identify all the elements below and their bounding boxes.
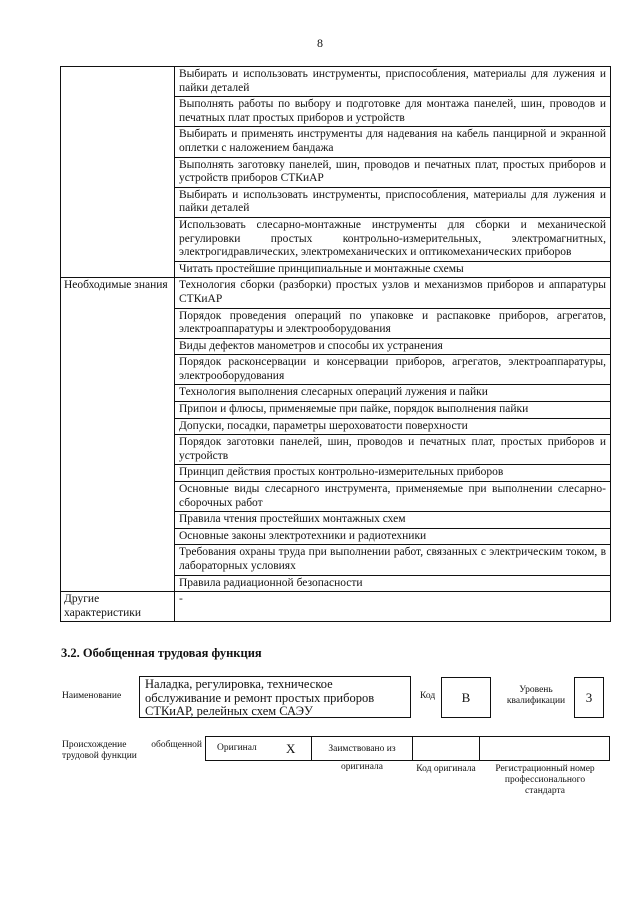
knowledge-item: Припои и флюсы, применяемые при пайке, порядок выполнения пайки: [175, 402, 611, 419]
knowledge-item: Порядок расконсервации и консервации приборов, агрегатов, электроаппаратуры, электрооборудования: [175, 355, 611, 385]
original-cell: [205, 736, 312, 761]
knowledge-item: Основные виды слесарного инструмента, применяемые при выполнении слесарно-сборочных работ: [175, 482, 611, 512]
origin-label: Происхождение обобщенной трудовой функции: [62, 740, 202, 761]
borrowed-label: Заимствовано из оригинала: [328, 744, 396, 772]
skill-item: Выбирать и использовать инструменты, приспособления, материалы для лужения и пайки деталей: [175, 67, 611, 97]
original-label: Оригинал: [217, 743, 257, 753]
code-value: B: [441, 677, 491, 718]
section-title: 3.2. Обобщенная трудовая функция: [61, 646, 262, 660]
knowledge-item: Правила чтения простейших монтажных схем: [175, 512, 611, 529]
knowledge-item: Технология выполнения слесарных операций лужения и пайки: [175, 385, 611, 402]
code-label: Код: [420, 691, 436, 701]
code-original-cell: [412, 736, 480, 761]
code-original-label: Код оригинала: [416, 764, 476, 774]
qualification-level-label: Уровень квалификации: [506, 685, 566, 706]
reg-number-label: Регистрационный номер профессионального стандарта: [495, 764, 595, 796]
knowledge-item: Допуски, посадки, параметры шероховатости поверхности: [175, 418, 611, 435]
qualification-level-value: 3: [574, 677, 604, 718]
table-row: [61, 278, 611, 308]
skill-item: Выполнять заготовку панелей, шин, проводов и печатных плат, простых приборов и устройств приборов СТКиАР: [175, 157, 611, 187]
borrowed-cell: [311, 736, 413, 772]
function-name-value: Наладка, регулировка, техническое обслуживание и ремонт простых приборов СТКиАР, релейных схем САЭУ: [139, 676, 411, 718]
knowledge-item: Виды дефектов манометров и способы их устранения: [175, 338, 611, 355]
knowledge-item: Правила радиационной безопасности: [175, 575, 611, 592]
knowledge-label: Необходимые знания: [61, 278, 175, 592]
knowledge-skills-table: [60, 66, 611, 622]
knowledge-item: Порядок проведения операций по упаковке и распаковке приборов, агрегатов, электроаппаратуры и электрооборудования: [175, 308, 611, 338]
other-characteristics-label: Другие характеристики: [61, 592, 175, 622]
knowledge-item: Требования охраны труда при выполнении работ, связанных с электрическим током, в лабораторных условиях: [175, 545, 611, 575]
skill-item: Выполнять работы по выбору и подготовке для монтажа панелей, шин, проводов и печатных плат простых приборов и устройств: [175, 97, 611, 127]
skill-item: Выбирать и применять инструменты для надевания на кабель панцирной и экранной оплетки с наложением бандажа: [175, 127, 611, 157]
skills-label-cell: [61, 67, 175, 278]
knowledge-item: Технология сборки (разборки) простых узлов и механизмов приборов и аппаратуры СТКиАР: [175, 278, 611, 308]
table-row: [61, 67, 611, 97]
knowledge-item: Основные законы электротехники и радиотехники: [175, 528, 611, 545]
other-characteristics-value: -: [175, 592, 611, 622]
name-label: Наименование: [62, 691, 122, 701]
table-row: [61, 592, 611, 622]
skill-item: Использовать слесарно-монтажные инструменты для сборки и механической регулировки простых контрольно-измерительных, электромагнитных, электрогидравлических, электромеханических и оптикомеханических приборов: [175, 217, 611, 261]
skill-item: Читать простейшие принципиальные и монтажные схемы: [175, 261, 611, 278]
knowledge-item: Принцип действия простых контрольно-измерительных приборов: [175, 465, 611, 482]
page-number: 8: [317, 36, 323, 50]
skill-item: Выбирать и использовать инструменты, приспособления, материалы для лужения и пайки деталей: [175, 187, 611, 217]
knowledge-item: Порядок заготовки панелей, шин, проводов и печатных плат, простых приборов и устройств: [175, 435, 611, 465]
original-mark: X: [286, 741, 296, 756]
reg-number-cell: [479, 736, 610, 761]
